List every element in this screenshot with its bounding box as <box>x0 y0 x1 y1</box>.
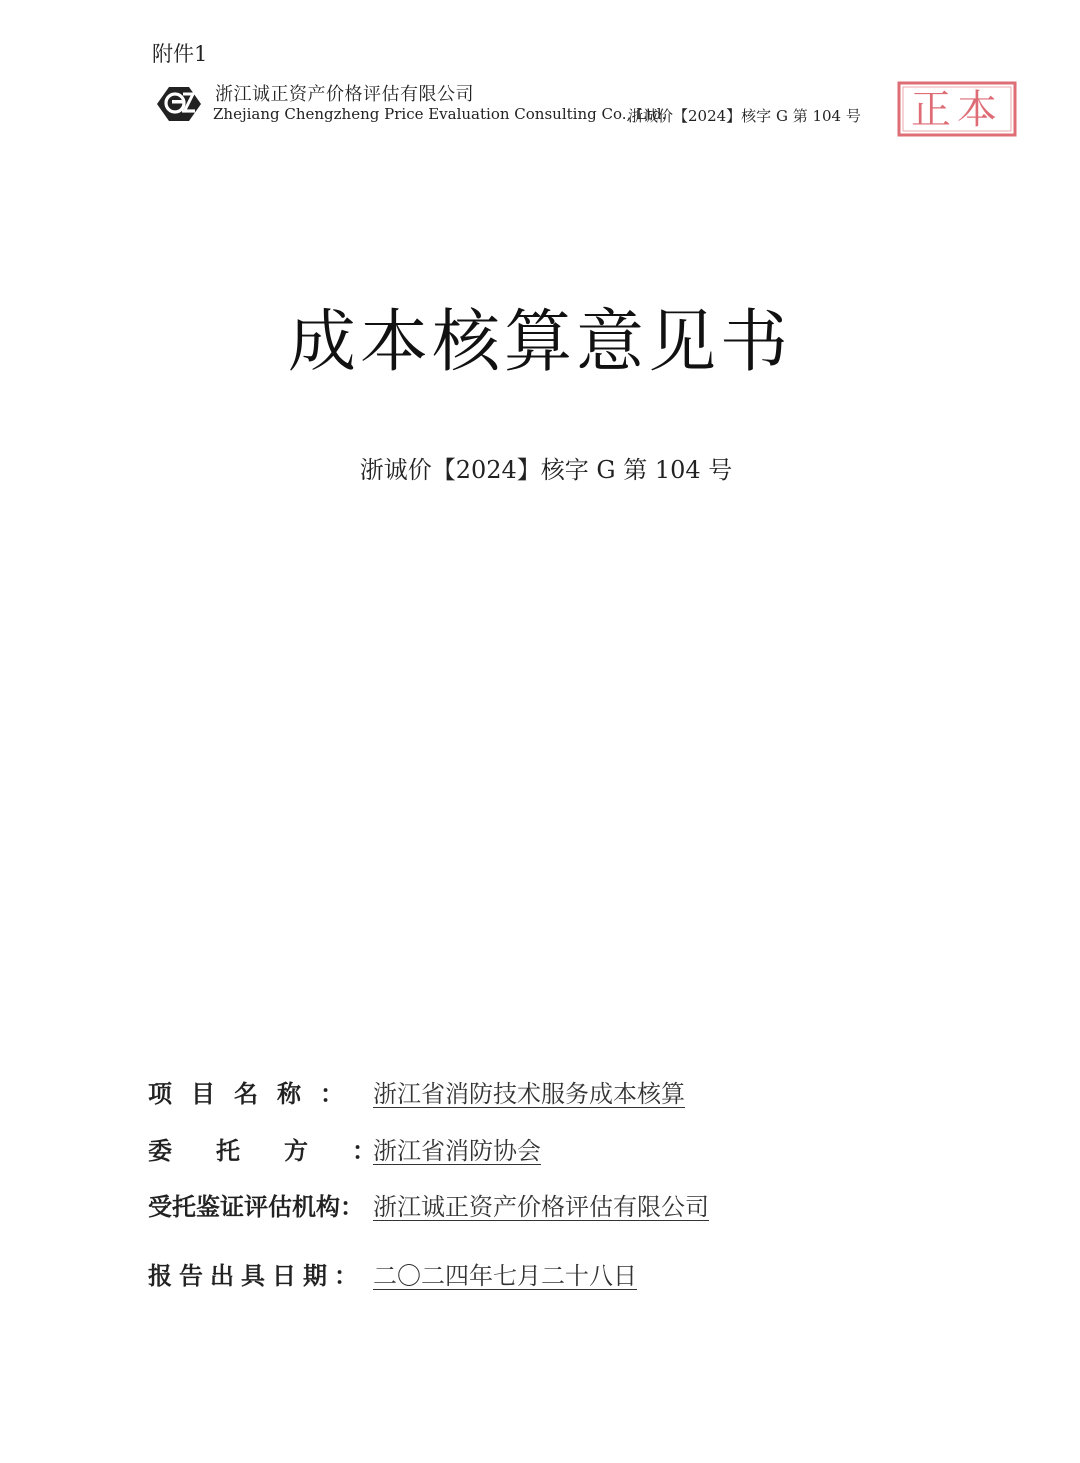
attachment-label: 附件1 <box>152 42 208 66</box>
info-row-client <box>148 1131 541 1166</box>
original-copy-stamp <box>896 80 1018 138</box>
company-name-en: Zhejiang Chengzheng Price Evaluation Consulting Co., Ltd. <box>213 105 667 123</box>
report-date-value: 二〇二四年七月二十八日 <box>373 1262 637 1290</box>
letterhead <box>155 80 875 130</box>
project-name-label: 项目名称： <box>148 1079 363 1108</box>
agency-value: 浙江诚正资产价格评估有限公司 <box>373 1193 709 1221</box>
client-label: 委托方： <box>148 1136 420 1165</box>
document-number: 浙诚价【2024】核字 G 第 104 号 <box>359 456 733 484</box>
document-title: 成本核算意见书 <box>287 303 792 382</box>
company-name-cn: 浙江诚正资产价格评估有限公司 <box>215 84 474 105</box>
client-value: 浙江省消防协会 <box>373 1137 541 1165</box>
company-logo-icon <box>155 84 203 124</box>
info-row-project <box>148 1074 685 1109</box>
info-row-date <box>148 1256 637 1291</box>
info-row-agency <box>148 1187 709 1222</box>
project-name-value: 浙江省消防技术服务成本核算 <box>373 1080 685 1108</box>
header-doc-reference: 浙诚价【2024】核字 G 第 104 号 <box>628 107 861 125</box>
report-date-label: 报告出具日期： <box>148 1261 365 1290</box>
stamp-text: 正本 <box>911 87 1003 133</box>
agency-label: 受托鉴证评估机构： <box>148 1192 364 1221</box>
